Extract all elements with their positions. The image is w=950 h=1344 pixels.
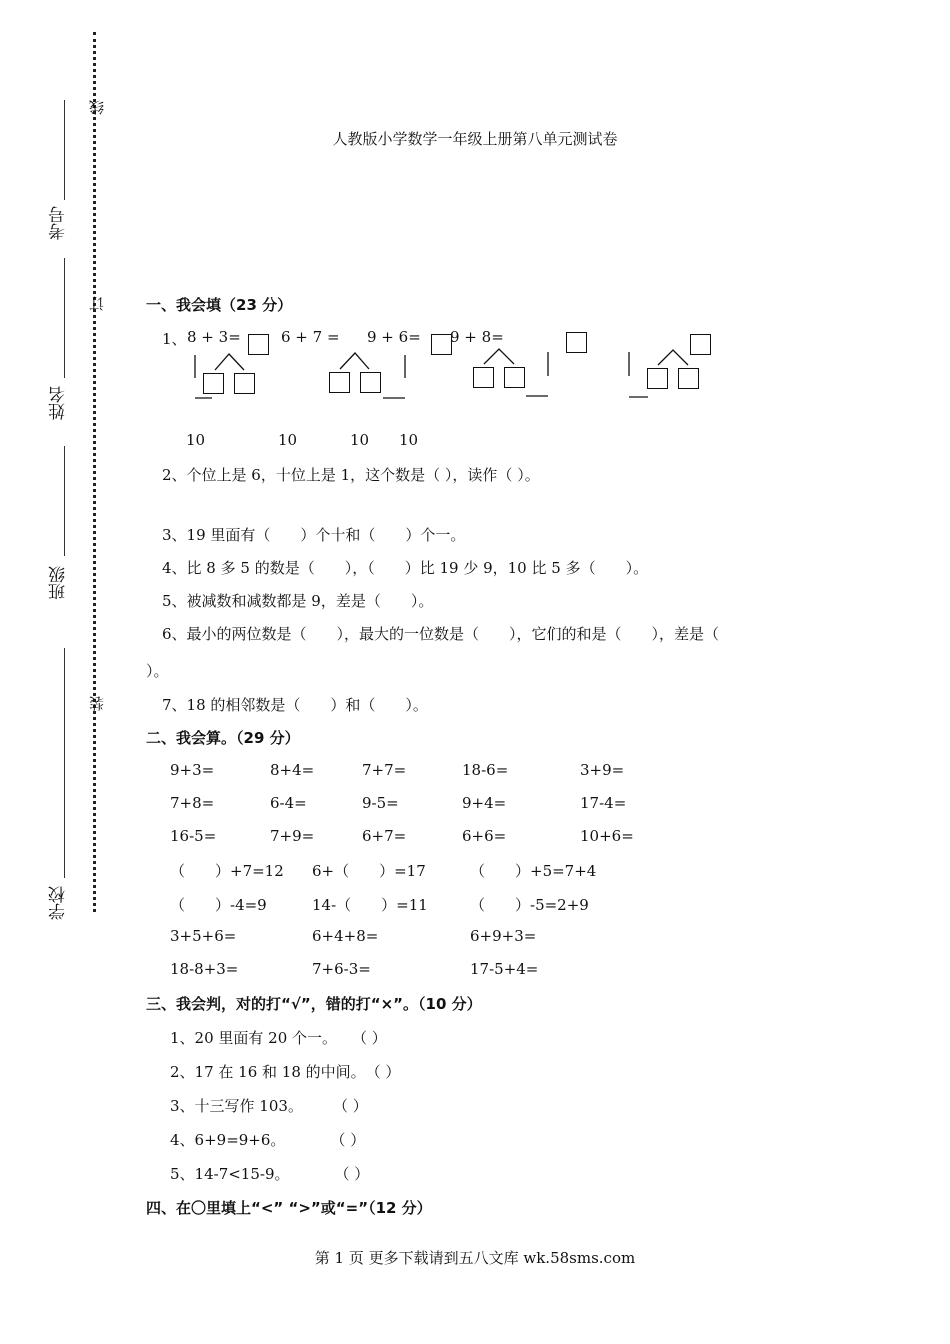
calc-item: （ ）-4=9: [170, 896, 267, 914]
calc-item: 7+7=: [362, 761, 407, 779]
calc-item: 9-5=: [362, 794, 399, 812]
page-title: 人教版小学数学一年级上册第八单元测试卷: [332, 130, 618, 148]
calc-item: 17-5+4=: [470, 960, 539, 978]
label-banji: 班级: [49, 566, 69, 600]
section4-heading: 四、在〇里填上“<” “>”或“=”（12 分）: [146, 1199, 432, 1217]
calc-item: 6+4+8=: [312, 927, 379, 945]
calc-item: 7+6-3=: [312, 960, 371, 978]
section3-heading: 三、我会判，对的打“√”，错的打“×”。（10 分）: [146, 995, 482, 1013]
question-item: 3、19 里面有（ ）个十和（ ）个一。: [162, 526, 466, 544]
judge-item: 1、20 里面有 20 个一。 （ ）: [170, 1029, 387, 1047]
judge-item: 2、17 在 16 和 18 的中间。 （ ）: [170, 1063, 401, 1081]
calc-item: （ ）+5=7+4: [470, 862, 597, 880]
calc-item: 7+9=: [270, 827, 315, 845]
calc-item: 3+5+6=: [170, 927, 237, 945]
calc-item: 6-4=: [270, 794, 307, 812]
q1-ten-3: 10: [350, 431, 370, 449]
calc-item: 9+3=: [170, 761, 215, 779]
q1-ten-1: 10: [186, 431, 206, 449]
q1-eq-4: 9 + 8=: [450, 328, 504, 346]
calc-item: 17-4=: [580, 794, 627, 812]
judge-item: 3、十三写作 103。 （ ）: [170, 1097, 368, 1115]
calc-item: 3+9=: [580, 761, 625, 779]
judge-item: 5、14-7<15-9。 （ ）: [170, 1165, 370, 1183]
calc-item: 14-（ ）=11: [312, 896, 428, 914]
calc-item: （ ）+7=12: [170, 862, 284, 880]
question-item: 2、个位上是 6，十位上是 1，这个数是（ ），读作（ ）。: [162, 466, 540, 484]
calc-item: 10+6=: [580, 827, 634, 845]
binding-mark-ding: 订: [88, 296, 106, 311]
question-item: 6、最小的两位数是（ ），最大的一位数是（ ），它们的和是（ ），差是（: [162, 625, 720, 643]
calc-item: 6+7=: [362, 827, 407, 845]
q1-prefix: 1、: [162, 330, 187, 348]
label-xuexiao: 学校: [49, 886, 69, 920]
calc-item: 6+9+3=: [470, 927, 537, 945]
q1-ten-4: 10: [399, 431, 419, 449]
page-footer: 第 1 页 更多下载请到五八文库 wk.58sms.com: [314, 1249, 636, 1267]
question-item: 4、比 8 多 5 的数是（ ），（ ）比 19 少 9，10 比 5 多（ ）。: [162, 559, 649, 577]
binding-mark-zhuang: 装: [88, 696, 106, 711]
section1-heading: 一、我会填（23 分）: [146, 296, 293, 314]
section2-heading: 二、我会算。（29 分）: [146, 729, 300, 747]
calc-item: 18-8+3=: [170, 960, 239, 978]
calc-item: （ ）-5=2+9: [470, 896, 589, 914]
calc-item: 7+8=: [170, 794, 215, 812]
question-item: 7、18 的相邻数是（ ）和（ ）。: [162, 696, 428, 714]
label-xingming: 姓名: [49, 386, 69, 420]
question-item: 5、被减数和减数都是 9，差是（ ）。: [162, 592, 434, 610]
calc-item: 8+4=: [270, 761, 315, 779]
calc-item: 6+6=: [462, 827, 507, 845]
binding-mark-line: 线: [88, 100, 106, 115]
calc-item: 9+4=: [462, 794, 507, 812]
q1-ten-2: 10: [278, 431, 298, 449]
question-item-continued: ）。: [146, 662, 169, 680]
calc-item: 18-6=: [462, 761, 509, 779]
q1-eq-2: 6 + 7 =: [281, 328, 340, 346]
calc-item: 6+（ ）=17: [312, 862, 426, 880]
calc-item: 16-5=: [170, 827, 217, 845]
q1-eq-3: 9 + 6=: [367, 328, 421, 346]
judge-item: 4、6+9=9+6。 （ ）: [170, 1131, 366, 1149]
label-kaohao: 考号: [49, 206, 69, 240]
q1-eq-1: 8 + 3=: [187, 328, 241, 346]
